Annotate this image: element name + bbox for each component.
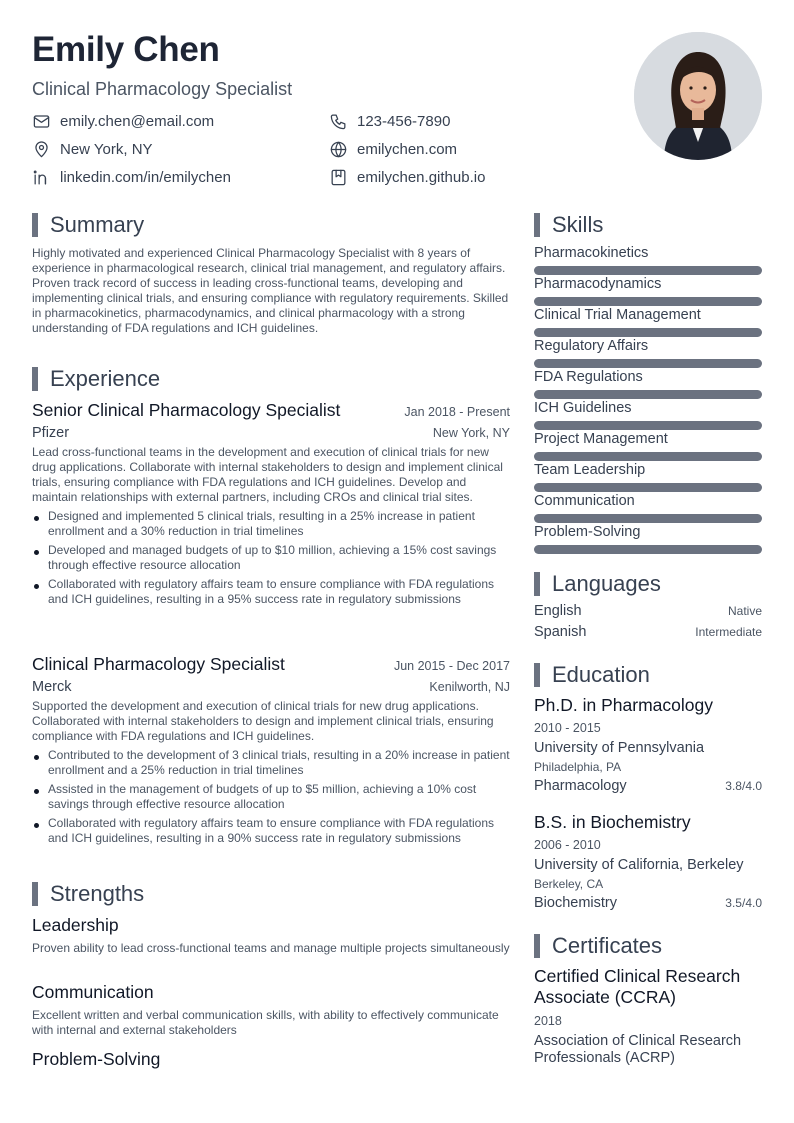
skill-item: [534, 493, 762, 524]
skill-level-bar: [534, 514, 762, 523]
education-school: University of Pennsylvania: [534, 740, 705, 756]
skill-name: Clinical Trial Management: [534, 307, 701, 323]
education-location: Philadelphia, PA: [534, 760, 622, 774]
bookmark-icon: [329, 168, 348, 187]
education-item: [534, 812, 762, 911]
summary-text: Highly motivated and experienced Clinical Pharmacology Specialist with 8 years of experience in pharmacological research, clinical trial management, and regulatory affairs. Proven track record of success in leading cross-functional teams, developing and implementing clinical trials, and ensuring compliance with regulatory requirements. Skilled in pharmacokinetics, pharmacodynamics, and clinical pharmacology with a strong understanding of FDA regulations and ICH guidelines.: [32, 246, 509, 335]
language-name: English: [534, 603, 582, 619]
skill-item: [534, 245, 762, 276]
profile-photo: [634, 32, 762, 160]
skill-level-bar: [534, 266, 762, 275]
languages-list: [534, 603, 762, 645]
skill-level-bar: [534, 390, 762, 399]
contact-github-text: emilychen.github.io: [357, 169, 486, 186]
strength-description: Excellent written and verbal communication skills, with ability to effectively communicate with internal and external stakeholders: [32, 1008, 499, 1037]
language-item: [534, 624, 762, 645]
section-accent-bar: [534, 663, 540, 687]
education-years: 2006 - 2010: [534, 838, 601, 852]
skill-name: FDA Regulations: [534, 369, 643, 385]
job-description: Supported the development and execution of clinical trials for new drug applications. Collaborated with internal stakeholders to design and implement clinical trials, ensuring compliance with FDA regulations and ICH guidelines.: [32, 699, 494, 743]
job-dates: Jan 2018 - Present: [404, 405, 510, 419]
section-accent-bar: [32, 367, 38, 391]
job-achievements: [32, 509, 510, 607]
education-heading: [534, 663, 650, 687]
contact-phone[interactable]: [329, 112, 450, 131]
education-gpa: 3.5/4.0: [725, 896, 762, 910]
skill-name: Pharmacodynamics: [534, 276, 662, 292]
candidate-name: Emily Chen: [32, 30, 220, 69]
skill-name: Communication: [534, 493, 635, 509]
skill-item: [534, 431, 762, 462]
strength-title: Leadership: [32, 915, 119, 935]
language-level: Native: [727, 604, 762, 618]
profile-photo-image: [634, 32, 762, 160]
skill-name: Project Management: [534, 431, 668, 447]
skill-item: [534, 524, 762, 555]
education-school: University of California, Berkeley: [534, 857, 744, 873]
skill-level-bar: [534, 328, 762, 337]
certificate-year: 2018: [534, 1014, 562, 1028]
strengths-heading: [32, 882, 144, 906]
job-location: Kenilworth, NJ: [429, 680, 510, 694]
experience-heading-label: Experience: [50, 366, 161, 391]
phone-icon: [329, 112, 348, 131]
skill-level-bar: [534, 483, 762, 492]
map-pin-icon: [32, 140, 51, 159]
certificate-issuer: Association of Clinical Research Professionals (ACRP): [534, 1033, 742, 1066]
contact-linkedin[interactable]: [32, 168, 231, 187]
certificates-heading-label: Certificates: [552, 933, 663, 958]
experience-item: [32, 654, 510, 850]
section-accent-bar: [32, 882, 38, 906]
education-degree: B.S. in Biochemistry: [534, 812, 691, 832]
summary-heading-label: Summary: [50, 212, 145, 237]
mail-icon: [32, 112, 51, 131]
achievement-item: Developed and managed budgets of up to $10 million, achieving a 15% cost savings through effective resource allocation: [32, 543, 510, 573]
achievement-item: Collaborated with regulatory affairs team to ensure compliance with FDA regulations and ICH guidelines, resulting in a 90% success rate in regulatory submissions: [32, 816, 510, 846]
contact-email[interactable]: [32, 112, 214, 131]
skill-level-bar: [534, 452, 762, 461]
certificate-title: Certified Clinical Research Associate (CCRA): [534, 966, 741, 1007]
contact-email-text: emily.chen@email.com: [60, 113, 215, 130]
strength-title: Communication: [32, 982, 154, 1002]
skill-item: [534, 338, 762, 369]
skill-item: [534, 276, 762, 307]
education-field: Biochemistry: [534, 895, 617, 911]
contact-location: [32, 140, 153, 159]
candidate-headline: Clinical Pharmacology Specialist: [32, 79, 293, 99]
skill-level-bar: [534, 297, 762, 306]
achievement-item: Designed and implemented 5 clinical trials, resulting in a 25% increase in patient enrollment and a 30% reduction in trial timelines: [32, 509, 510, 539]
education-heading-label: Education: [552, 662, 650, 687]
globe-icon: [329, 140, 348, 159]
strength-item: [32, 915, 510, 956]
section-accent-bar: [534, 934, 540, 958]
achievement-item: Collaborated with regulatory affairs team to ensure compliance with FDA regulations and ICH guidelines, resulting in a 95% success rate in regulatory submissions: [32, 577, 510, 607]
linkedin-icon: [32, 168, 51, 187]
skill-level-bar: [534, 421, 762, 430]
job-location: New York, NY: [432, 426, 510, 440]
job-title: Senior Clinical Pharmacology Specialist: [32, 400, 341, 420]
contact-website[interactable]: [329, 140, 457, 159]
language-name: Spanish: [534, 624, 587, 640]
skills-list: [534, 245, 762, 555]
skill-level-bar: [534, 545, 762, 554]
skill-name: Problem-Solving: [534, 524, 641, 540]
skill-item: [534, 400, 762, 431]
education-gpa: 3.8/4.0: [725, 779, 762, 793]
skill-item: [534, 369, 762, 400]
contact-linkedin-text: linkedin.com/in/emilychen: [60, 169, 231, 186]
strengths-heading-label: Strengths: [50, 881, 145, 906]
summary-heading: [32, 213, 144, 237]
contact-website-text: emilychen.com: [357, 141, 458, 158]
section-accent-bar: [534, 572, 540, 596]
achievement-item: Contributed to the development of 3 clinical trials, resulting in a 20% increase in patient enrollment and a 25% reduction in trial timelines: [32, 748, 510, 778]
certificates-heading: [534, 934, 662, 958]
education-field: Pharmacology: [534, 778, 627, 794]
achievement-item: Assisted in the management of budgets of up to $5 million, achieving a 10% cost savings through effective resource allocation: [32, 782, 510, 812]
languages-heading: [534, 572, 661, 596]
skill-name: ICH Guidelines: [534, 400, 632, 416]
strength-item: [32, 1049, 510, 1070]
skill-name: Regulatory Affairs: [534, 338, 649, 354]
languages-heading-label: Languages: [552, 571, 661, 596]
section-accent-bar: [534, 213, 540, 237]
strength-item: [32, 982, 510, 1038]
language-level: Intermediate: [695, 625, 762, 639]
experience-item: [32, 400, 510, 611]
job-description: Lead cross-functional teams in the development and execution of clinical trials for new drug applications. Collaborate with internal stakeholders to design and implement clinical trials, ensuring compliance with FDA regulations and ICH guidelines. Develop and maintain relationships with external partners, including CROs and clinical trial sites.: [32, 445, 503, 504]
job-title: Clinical Pharmacology Specialist: [32, 654, 285, 674]
skill-level-bar: [534, 359, 762, 368]
skill-item: [534, 307, 762, 338]
job-company: Merck: [32, 679, 72, 695]
contact-phone-text: 123-456-7890: [357, 113, 451, 130]
strength-title: Problem-Solving: [32, 1049, 161, 1069]
education-degree: Ph.D. in Pharmacology: [534, 695, 713, 715]
certificate-item: [534, 966, 762, 1067]
contact-github[interactable]: [329, 168, 485, 187]
skill-name: Pharmacokinetics: [534, 245, 649, 261]
skills-heading-label: Skills: [552, 212, 604, 237]
language-item: [534, 603, 762, 624]
job-company: Pfizer: [32, 425, 70, 441]
contact-location-text: New York, NY: [60, 141, 153, 158]
job-achievements: [32, 748, 510, 846]
section-accent-bar: [32, 213, 38, 237]
experience-heading: [32, 367, 160, 391]
skill-item: [534, 462, 762, 493]
skill-name: Team Leadership: [534, 462, 646, 478]
education-years: 2010 - 2015: [534, 721, 601, 735]
strength-description: Proven ability to lead cross-functional teams and manage multiple projects simultaneously: [32, 941, 510, 955]
job-dates: Jun 2015 - Dec 2017: [393, 659, 510, 673]
education-item: [534, 695, 762, 794]
skills-heading: [534, 213, 603, 237]
education-location: Berkeley, CA: [534, 877, 604, 891]
